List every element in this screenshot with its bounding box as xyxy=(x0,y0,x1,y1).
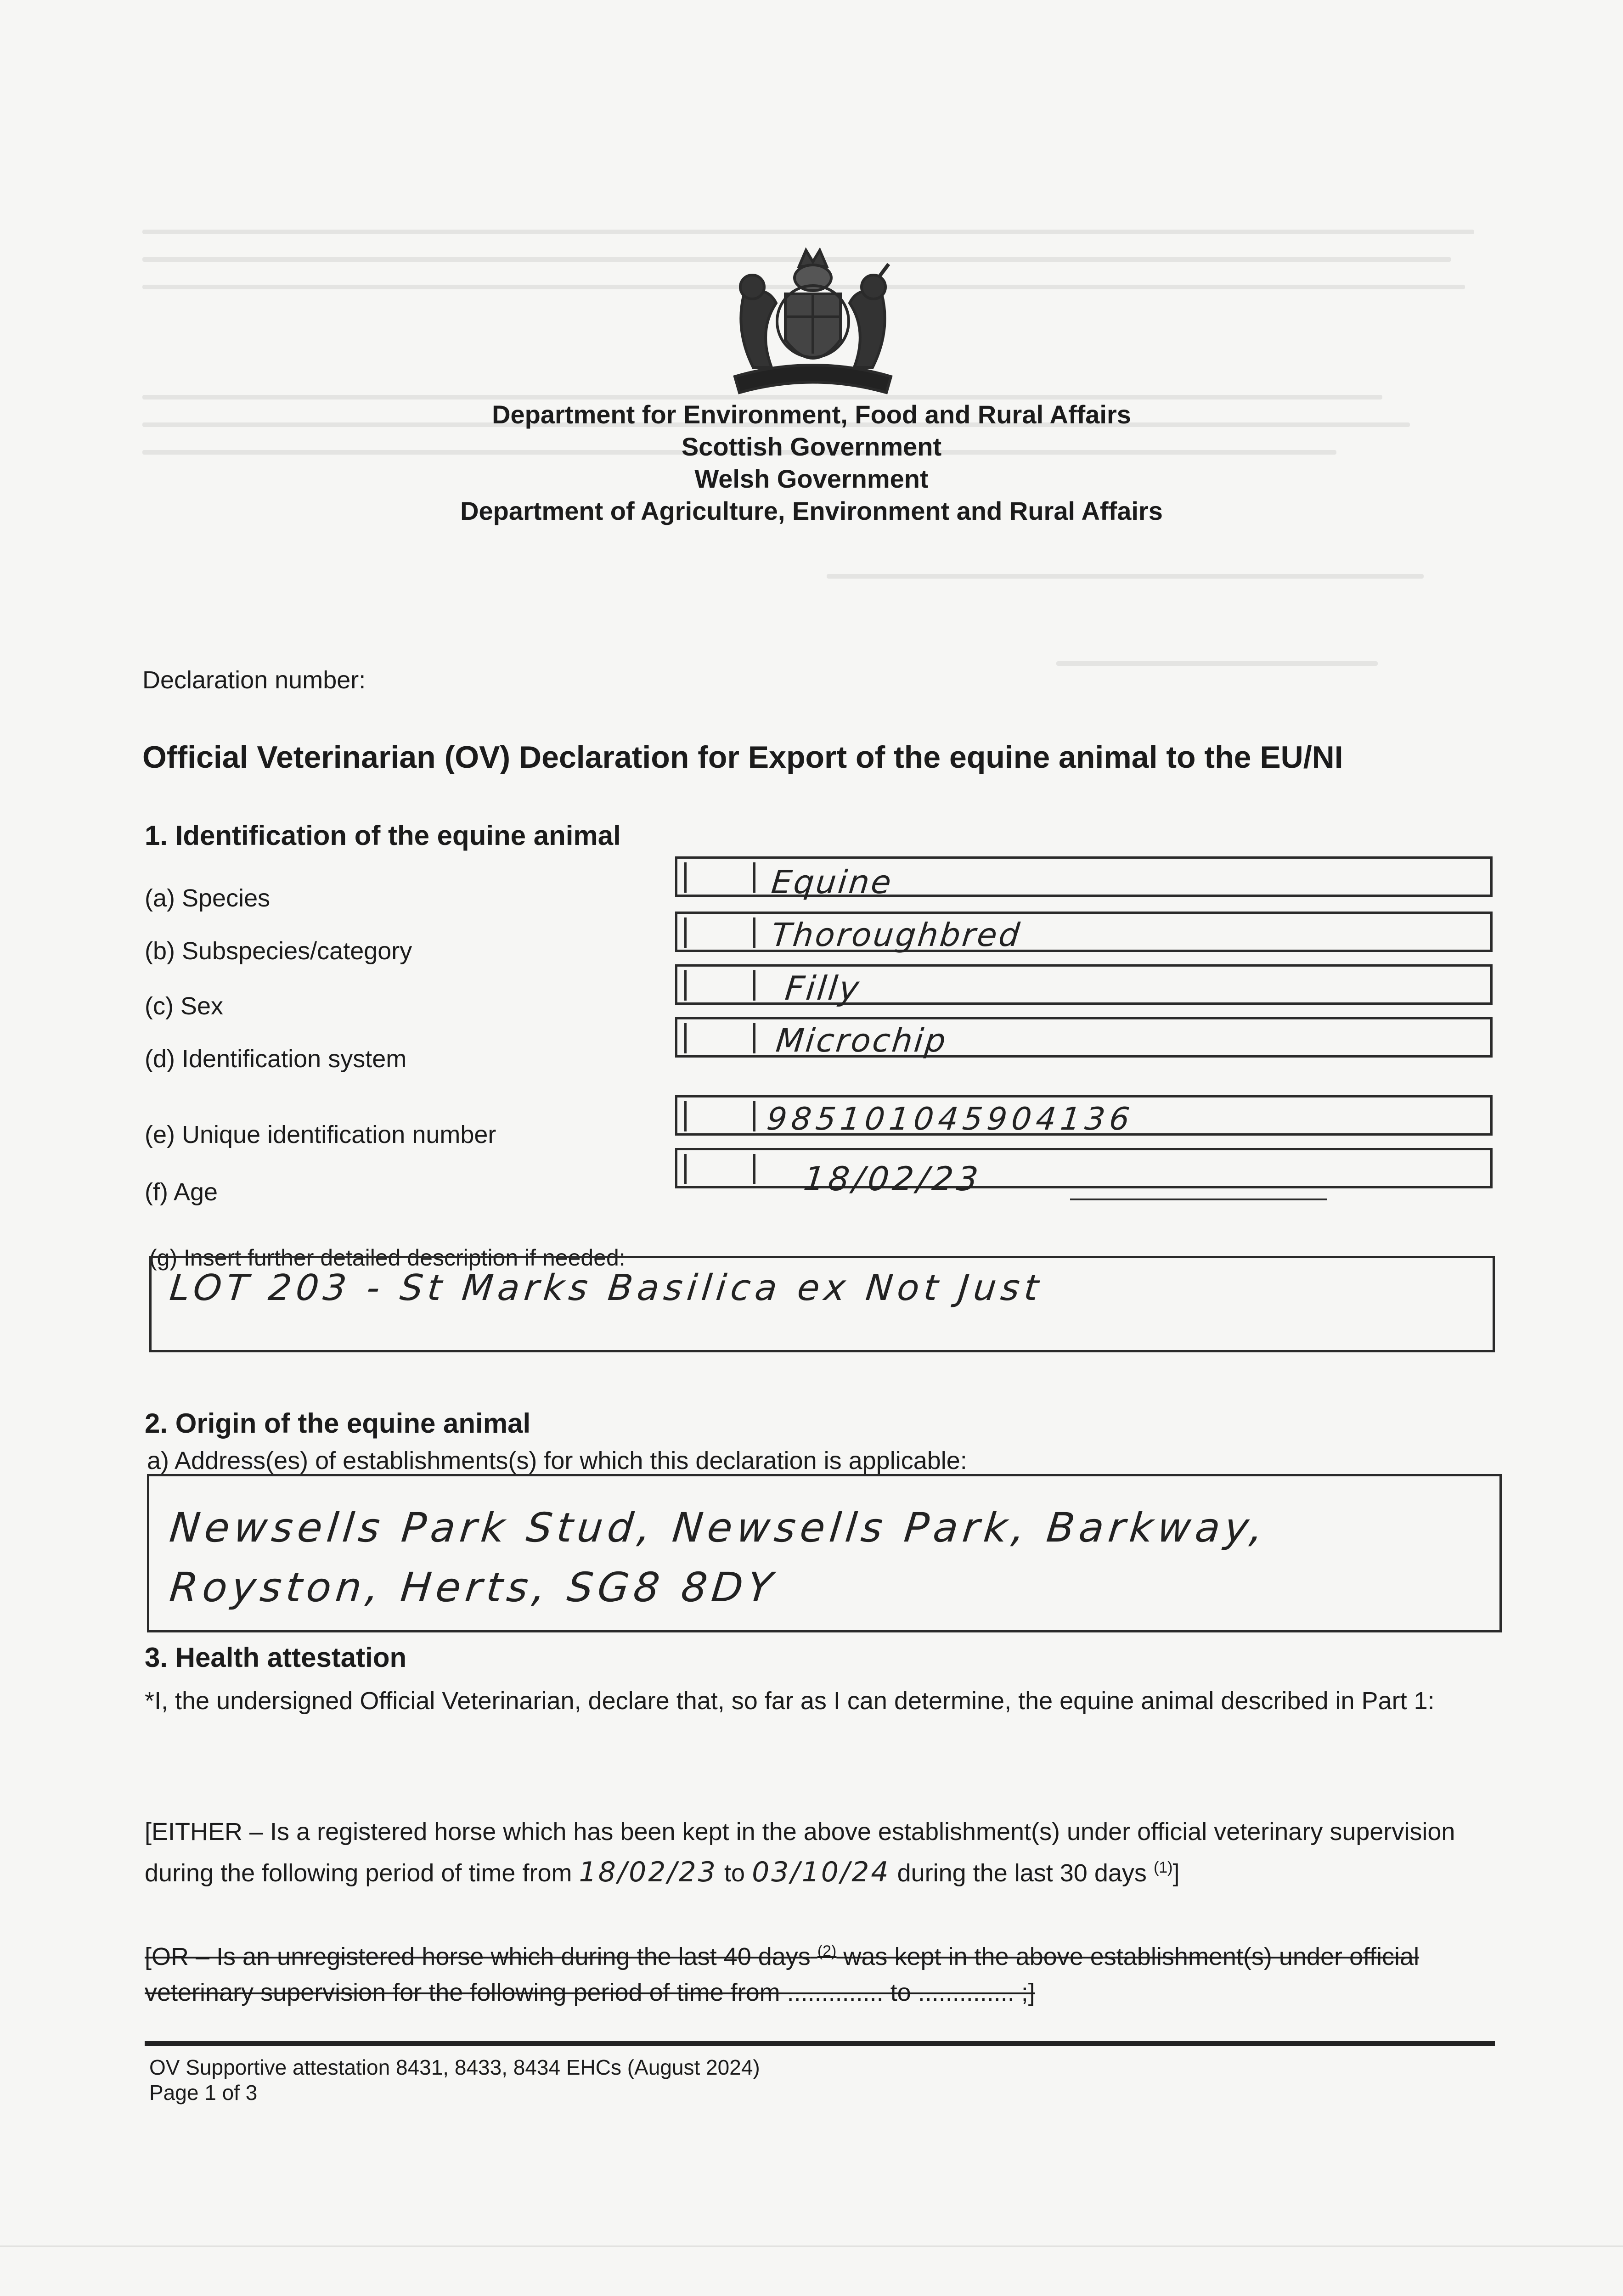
header-welsh-government: Welsh Government xyxy=(694,464,929,493)
field-marker xyxy=(684,1023,687,1053)
field-marker xyxy=(753,1154,755,1184)
either-to-date: 03/10/24 xyxy=(752,1856,890,1888)
species-value: Equine xyxy=(769,863,895,901)
description-value: LOT 203 - St Marks Basilica ex Not Just xyxy=(168,1267,1045,1309)
bleed-through-line xyxy=(142,230,1474,234)
identification-system-value: Microchip xyxy=(774,1022,949,1059)
address-label: a) Address(es) of establishments(s) for which this declaration is applicable: xyxy=(147,1447,967,1474)
bleed-through-line xyxy=(827,574,1424,579)
field-marker xyxy=(684,862,687,893)
footer-reference: OV Supportive attestation 8431, 8433, 8434 EHCs (August 2024) xyxy=(149,2055,760,2079)
field-marker xyxy=(753,970,755,1001)
header-defra: Department for Environment, Food and Rural Affairs xyxy=(492,400,1131,429)
field-marker xyxy=(684,917,687,948)
species-label: (a) Species xyxy=(145,884,270,912)
attestation-or xyxy=(145,1933,1495,2010)
either-footnote: (1) xyxy=(1153,1859,1173,1876)
address-line2: Royston, Herts, SG8 8DY xyxy=(167,1564,779,1611)
attestation-either xyxy=(145,1814,1495,1891)
either-text: [EITHER – Is a registered horse which has been kept in the above establishment(s) under official veterinary supervision during the following period of time from xyxy=(145,1818,1455,1887)
or-text: [OR – Is an unregistered horse which during the last 40 days xyxy=(145,1943,811,1970)
section3-heading: 3. Health attestation xyxy=(145,1642,407,1673)
field-marker xyxy=(753,862,755,893)
either-from-date: 18/02/23 xyxy=(579,1856,717,1888)
section2-heading: 2. Origin of the equine animal xyxy=(145,1408,531,1439)
bleed-through-line xyxy=(1056,661,1378,666)
field-marker xyxy=(684,970,687,1001)
unique-id-value: 985101045904136 xyxy=(765,1101,1136,1137)
field-marker xyxy=(753,1101,755,1131)
subspecies-value: Thoroughbred xyxy=(769,916,1023,954)
header-daera: Department of Agriculture, Environment and Rural Affairs xyxy=(460,496,1163,525)
field-marker xyxy=(684,1154,687,1184)
address-line1: Newsells Park Stud, Newsells Park, Barkway, xyxy=(167,1504,1270,1551)
section1-heading: 1. Identification of the equine animal xyxy=(145,820,621,851)
footer-rule xyxy=(145,2041,1495,2046)
document-title: Official Veterinarian (OV) Declaration for Export of the equine animal to the EU/NI xyxy=(142,740,1343,775)
age-field[interactable] xyxy=(675,1148,1493,1188)
field-marker xyxy=(684,1101,687,1131)
declaration-number-label: Declaration number: xyxy=(142,666,366,694)
or-footnote: (2) xyxy=(817,1942,837,1960)
field-marker xyxy=(753,1023,755,1053)
either-close: ] xyxy=(1172,1859,1180,1887)
attestation-intro: *I, the undersigned Official Veterinarian, declare that, so far as I can determine, the equine animal described in Part 1: xyxy=(145,1687,1435,1715)
identification-system-label: (d) Identification system xyxy=(145,1045,407,1073)
either-text-2: during the last 30 days xyxy=(897,1859,1147,1887)
age-label: (f) Age xyxy=(145,1178,218,1206)
scan-edge xyxy=(0,2245,1623,2247)
royal-coat-of-arms-icon xyxy=(716,239,909,404)
subspecies-label: (b) Subspecies/category xyxy=(145,937,412,965)
or-text-2: was kept in the above establishment(s) under official veterinary supervision for the following period of time from .............. to .............. ;] xyxy=(145,1943,1420,2006)
sex-label: (c) Sex xyxy=(145,992,224,1020)
age-value: 18/02/23 xyxy=(801,1159,984,1198)
header-scottish-government: Scottish Government xyxy=(681,432,942,461)
field-marker xyxy=(753,917,755,948)
either-to-word: to xyxy=(724,1859,745,1887)
page-number: Page 1 of 3 xyxy=(149,2081,258,2105)
age-underline xyxy=(1070,1199,1327,1200)
sex-value: Filly xyxy=(783,969,863,1007)
description-label: (g) Insert further detailed description if needed: xyxy=(149,1245,626,1271)
unique-id-label: (e) Unique identification number xyxy=(145,1121,496,1148)
